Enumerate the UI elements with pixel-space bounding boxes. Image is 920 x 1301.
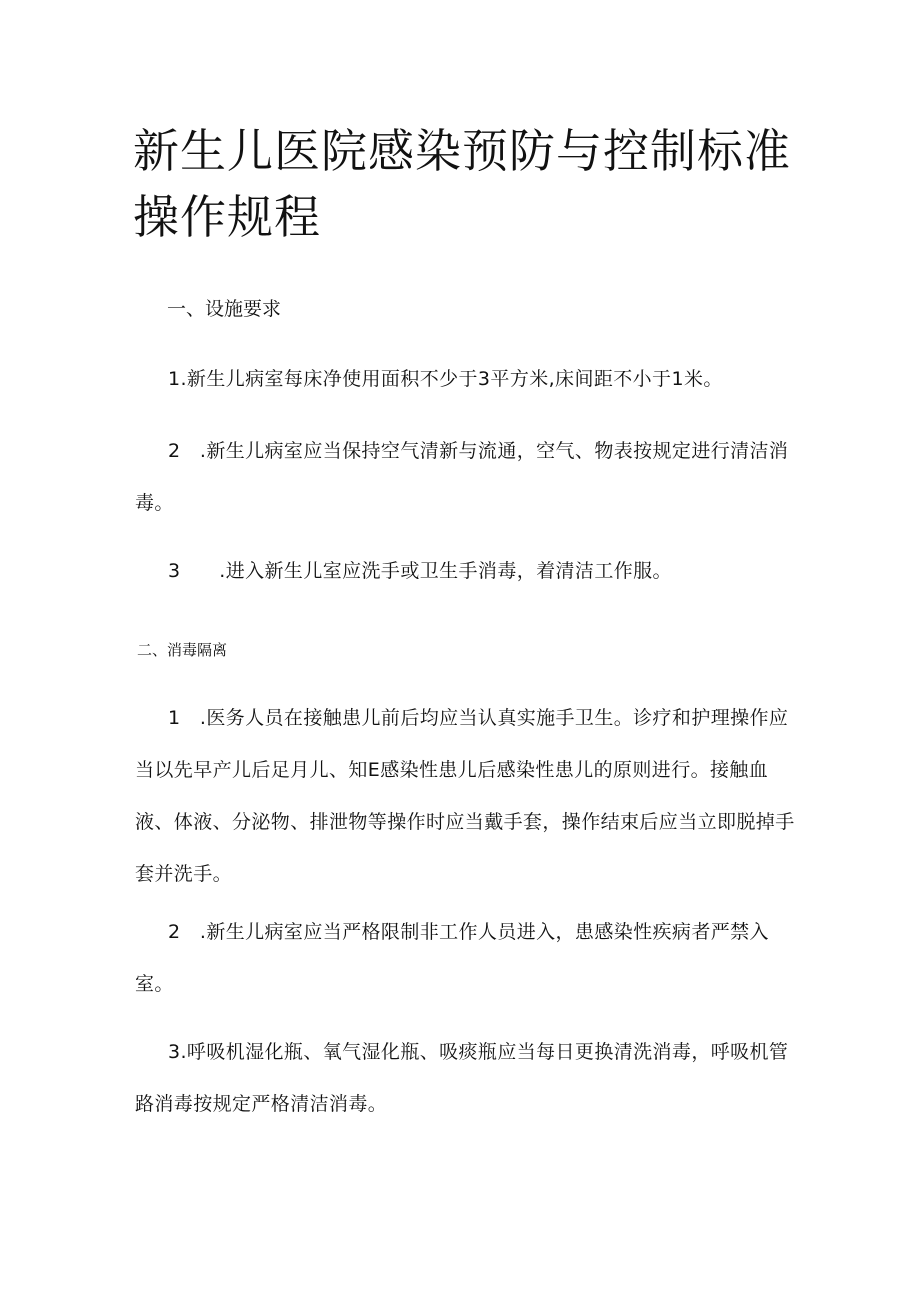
disinfection-item-1: 1 .医务人员在接触患儿前后均应当认真实施手卫生。诊疗和护理操作应当以先早产儿后足月儿、知E感染性患儿后感染性患儿的原则进行。接触血液、体液、分泌物、排泄物等操作时应当戴手套，操作结束后应当立即脱掉手套并洗手。 — [135, 707, 795, 885]
facilities-item-1: 1.新生儿病室每床净使用面积不少于3平方米,床间距不小于1米。 — [168, 368, 723, 390]
section-heading-disinfection: 二、消毒隔离 — [137, 641, 228, 659]
facilities-item-2: 2 .新生儿病室应当保持空气清新与流通，空气、物表按规定进行清洁消毒。 — [135, 440, 789, 514]
disinfection-item-2: 2 .新生儿病室应当严格限制非工作人员进入，患感染性疾病者严禁入室。 — [135, 921, 769, 995]
document-title: 新生儿医院感染预防与控制标准操作规程 — [133, 124, 791, 244]
disinfection-item-3: 3.呼吸机湿化瓶、氧气湿化瓶、吸痰瓶应当每日更换清洗消毒，呼吸机管路消毒按规定严格清洁消毒。 — [135, 1041, 789, 1115]
section-heading-facilities: 一、设施要求 — [167, 298, 282, 320]
facilities-item-3: 3 .进入新生儿室应洗手或卫生手消毒，着清洁工作服。 — [168, 560, 672, 582]
